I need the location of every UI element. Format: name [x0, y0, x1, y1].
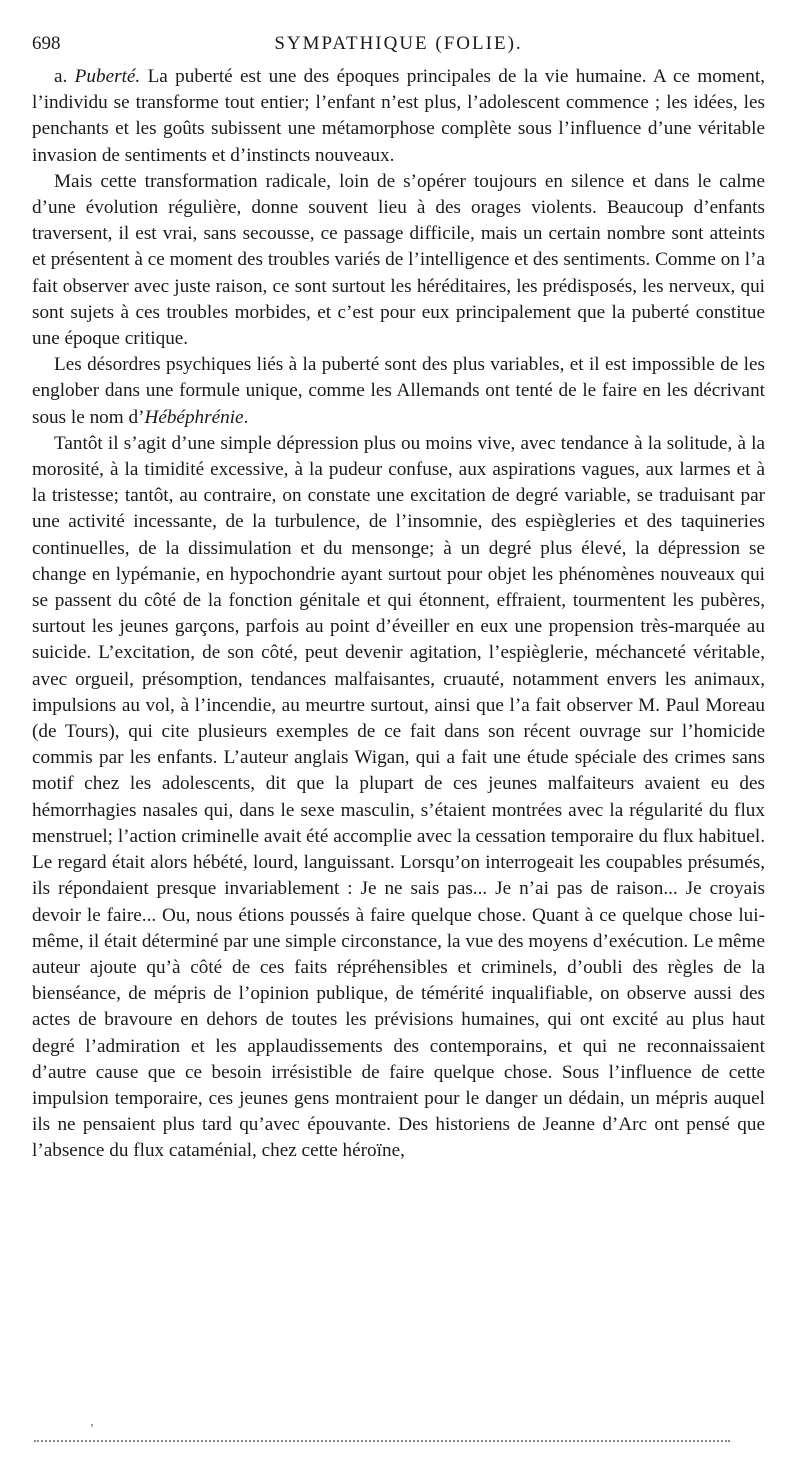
paragraph-tantot	[32, 431, 765, 1165]
paragraph-text: Mais cette transformation radicale, loin de s’opérer toujours en silence et dans le calme d’une évolution régulière, donne souvent lieu à des orages violents. Beaucoup d’enfants traversent, il est vrai, sans secousse, ce passage difficile, mais un certain nombre sont atteints et présentent à ce moment des troubles variés de l’intelligence et des sentiments. Comme on l’a fait observer avec juste raison, ce sont surtout les héréditaires, les prédisposés, les nerveux, qui sont sujets à ces troubles morbides, et c’est pour eux principalement que la puberté constitue une époque critique.	[32, 170, 765, 350]
paragraph-transformation	[32, 169, 765, 352]
print-speck: ‚	[90, 1414, 94, 1428]
running-title: SYMPATHIQUE (FOLIE).	[274, 33, 523, 54]
paragraph-text: La puberté est une des époques principales de la vie humaine. A ce moment, l’individu se transforme tout entier; l’enfant n’est plus, l’adolescent commence ; les idées, les penchants et les goûts subissent une métamorphose complète sous l’influence d’une véritable invasion de sentiments et d’instincts nouveaux.	[32, 66, 766, 166]
section-label: a.	[54, 66, 68, 87]
paragraph-text: Tantôt il s’agit d’une simple dépression plus ou moins vive, avec tendance à la solitude, à la morosité, à la timidité excessive, à la pudeur confuse, aux aspirations vagues, aux larmes et à la tristesse; tantôt, au contraire, on constate une excitation de degré variable, se traduisant par une activité incessante, de la turbulence, de l’insomnie, des espiègleries et des taquineries continuelles, de la dissimulation et du mensonge; à un degré plus élevé, la dépression se change en lypémanie, en hypochondrie ayant surtout pour objet les phénomènes nouveaux qui se passent du côté de la fonction génitale et qui étonnent, effraient, tourmentent les pubères, surtout les jeunes garçons, parfois au point d’éveiller en eux une propension très-marquée au suicide. L’excitation, de son côté, peut devenir agitation, l’espièglerie, méchanceté véritable, avec orgueil, présomption, tendances malfaisantes, cruauté, notamment envers les animaux, impulsions au vol, à l’incendie, au meurtre surtout, ainsi que l’a fait observer M. Paul Moreau (de Tours), qui cite plusieurs exemples de ce fait dans son récent ouvrage sur l’homicide commis par les enfants. L’auteur anglais Wigan, qui a fait une étude spéciale des crimes sans motif chez les adolescents, dit que la plupart de ces jeunes malfaiteurs avaient eu des hémorrhagies nasales qui, dans le sexe masculin, s’étaient montrées avec la régularité du flux menstruel; l’action criminelle avait été accomplie avec la cessation temporaire du flux habituel. Le regard était alors hébété, lourd, languissant. Lorsqu’on interrogeait les coupables présumés, ils répondaient presque invariablement : Je ne sais pas... Je n’ai pas de raison... Je croyais devoir le faire... Ou, nous étions poussés à faire quelque chose. Quant à ce quelque chose lui-même, il était déterminé par une simple circonstance, la vue des moyens d’exécution. Le même auteur ajoute qu’à côté de ces faits répréhensibles et criminels, d’oubli des règles de la bienséance, de mépris de l’opinion publique, de témérité inqualifiable, on observe aussi des actes de bravoure en dehors de toutes les prévisions humaines, qui ont excité au plus haut degré l’admiration et les applaudissements des contemporains, et qui ne reconnaissaient d’autre cause que ce besoin irrésistible de faire quelque chose. Sous l’influence de cette impulsion temporaire, ces jeunes gens montraient pour le danger un dédain, un mépris auquel ils ne pensaient plus tard qu’avec épouvante. Des historiens de Jeanne d’Arc ont pensé que l’absence du flux cataménial, chez cette héroïne,	[32, 432, 765, 1162]
section-heading: Puberté.	[74, 66, 141, 87]
paragraph-puberte	[32, 64, 765, 169]
faded-footer-line	[34, 1440, 730, 1442]
page-number: 698	[32, 33, 61, 54]
term-hebephrenie: Hébéphrénie	[144, 406, 244, 428]
paragraph-desordres	[32, 352, 765, 431]
running-head	[32, 30, 765, 58]
body-text	[32, 64, 765, 1165]
paragraph-text: Les désordres psychiques liés à la puberté sont des plus variables, et il est impossible de les englober dans une formule unique, comme les Allemands ont tenté de le faire en les décrivant sous le nom d’	[32, 354, 765, 428]
paragraph-tail: .	[243, 406, 249, 428]
